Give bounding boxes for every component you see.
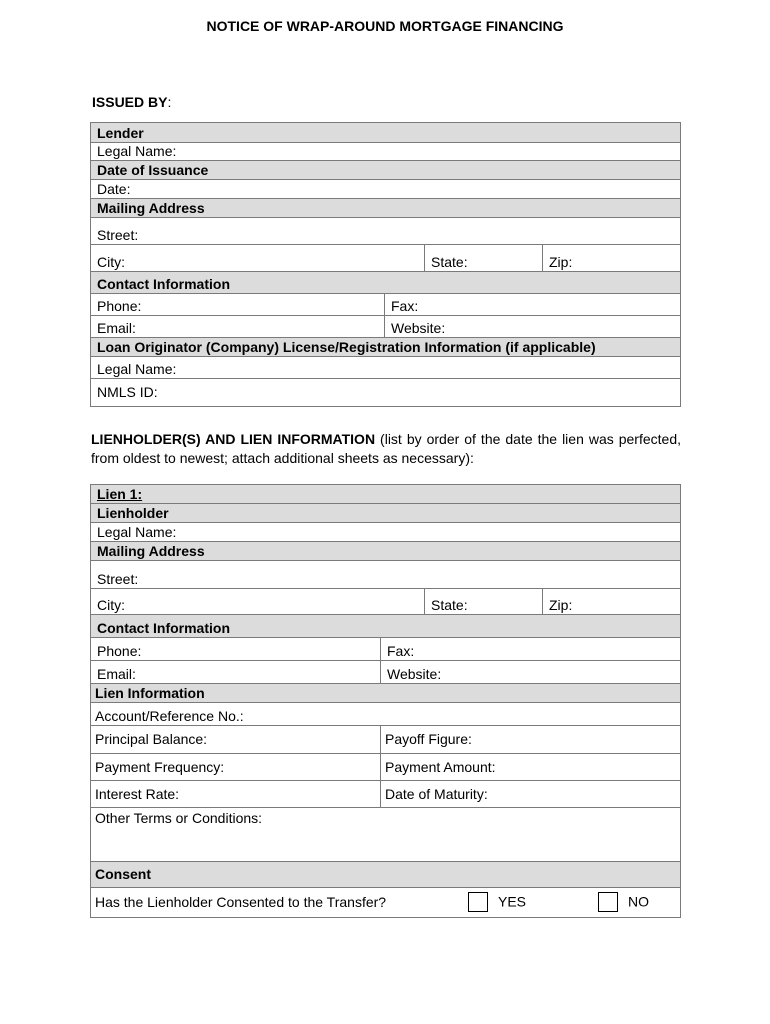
loan-originator-header: Loan Originator (Company) License/Registration Information (if applicable) [91,338,681,357]
no-label: NO [628,893,649,910]
issuance-date-field[interactable]: Date: [91,180,681,199]
yes-checkbox[interactable] [468,892,488,912]
lien-website-field[interactable]: Website: [381,661,681,684]
street-field[interactable]: Street: [91,218,681,245]
interest-rate-field[interactable]: Interest Rate: [91,781,381,808]
lienholder-header: Lienholder [91,504,681,523]
no-option[interactable] [598,892,649,912]
fax-field[interactable]: Fax: [385,294,681,316]
lien-state-field[interactable]: State: [425,589,543,615]
lender-legal-name-field[interactable]: Legal Name: [91,143,681,161]
lienholder-instructions-text: (list by order of the date the lien was perfected, from oldest to newest; attach additional sheets as necessary): [91,431,681,466]
payment-amount-field[interactable]: Payment Amount: [381,754,681,781]
lien-phone-field[interactable]: Phone: [91,638,381,661]
email-field[interactable]: Email: [91,316,385,338]
mailing-address-header: Mailing Address [91,199,681,218]
payoff-figure-field[interactable]: Payoff Figure: [381,726,681,754]
phone-field[interactable]: Phone: [91,294,385,316]
date-of-maturity-field[interactable]: Date of Maturity: [381,781,681,808]
consent-question: Has the Lienholder Consented to the Transfer? [95,894,387,910]
lender-header: Lender [91,123,681,143]
lien-1-label: Lien 1: [91,485,681,504]
document-title: NOTICE OF WRAP-AROUND MORTGAGE FINANCING [206,18,564,34]
lien-information-header: Lien Information [91,684,681,703]
state-field[interactable]: State: [425,245,543,272]
lien-contact-information-header: Contact Information [91,615,681,638]
account-reference-field[interactable]: Account/Reference No.: [91,703,681,726]
lienholder-legal-name-field[interactable]: Legal Name: [91,523,681,542]
lien-email-field[interactable]: Email: [91,661,381,684]
principal-balance-field[interactable]: Principal Balance: [91,726,381,754]
yes-option[interactable] [468,892,526,912]
payment-frequency-field[interactable]: Payment Frequency: [91,754,381,781]
consent-header: Consent [91,862,681,888]
lo-legal-name-field[interactable]: Legal Name: [91,357,681,379]
lien-street-field[interactable]: Street: [91,561,681,589]
website-field[interactable]: Website: [385,316,681,338]
lienholder-heading: LIENHOLDER(S) AND LIEN INFORMATION [91,431,376,447]
lien-1-table [90,484,681,918]
zip-field[interactable]: Zip: [543,245,681,272]
no-checkbox[interactable] [598,892,618,912]
lien-zip-field[interactable]: Zip: [543,589,681,615]
yes-label: YES [498,893,527,910]
lien-city-field[interactable]: City: [91,589,425,615]
city-field[interactable]: City: [91,245,425,272]
issuer-table [90,122,681,407]
lienholder-instructions [91,430,681,468]
contact-information-header: Contact Information [91,272,681,294]
issued-by-colon: : [167,94,172,110]
date-of-issuance-header: Date of Issuance [91,161,681,180]
issued-by-text: ISSUED BY [92,94,168,110]
consent-row [91,888,681,918]
other-terms-field[interactable]: Other Terms or Conditions: [91,808,681,862]
issued-by-label [92,94,171,110]
nmls-id-field[interactable]: NMLS ID: [91,379,681,407]
lien-fax-field[interactable]: Fax: [381,638,681,661]
lien-mailing-address-header: Mailing Address [91,542,681,561]
